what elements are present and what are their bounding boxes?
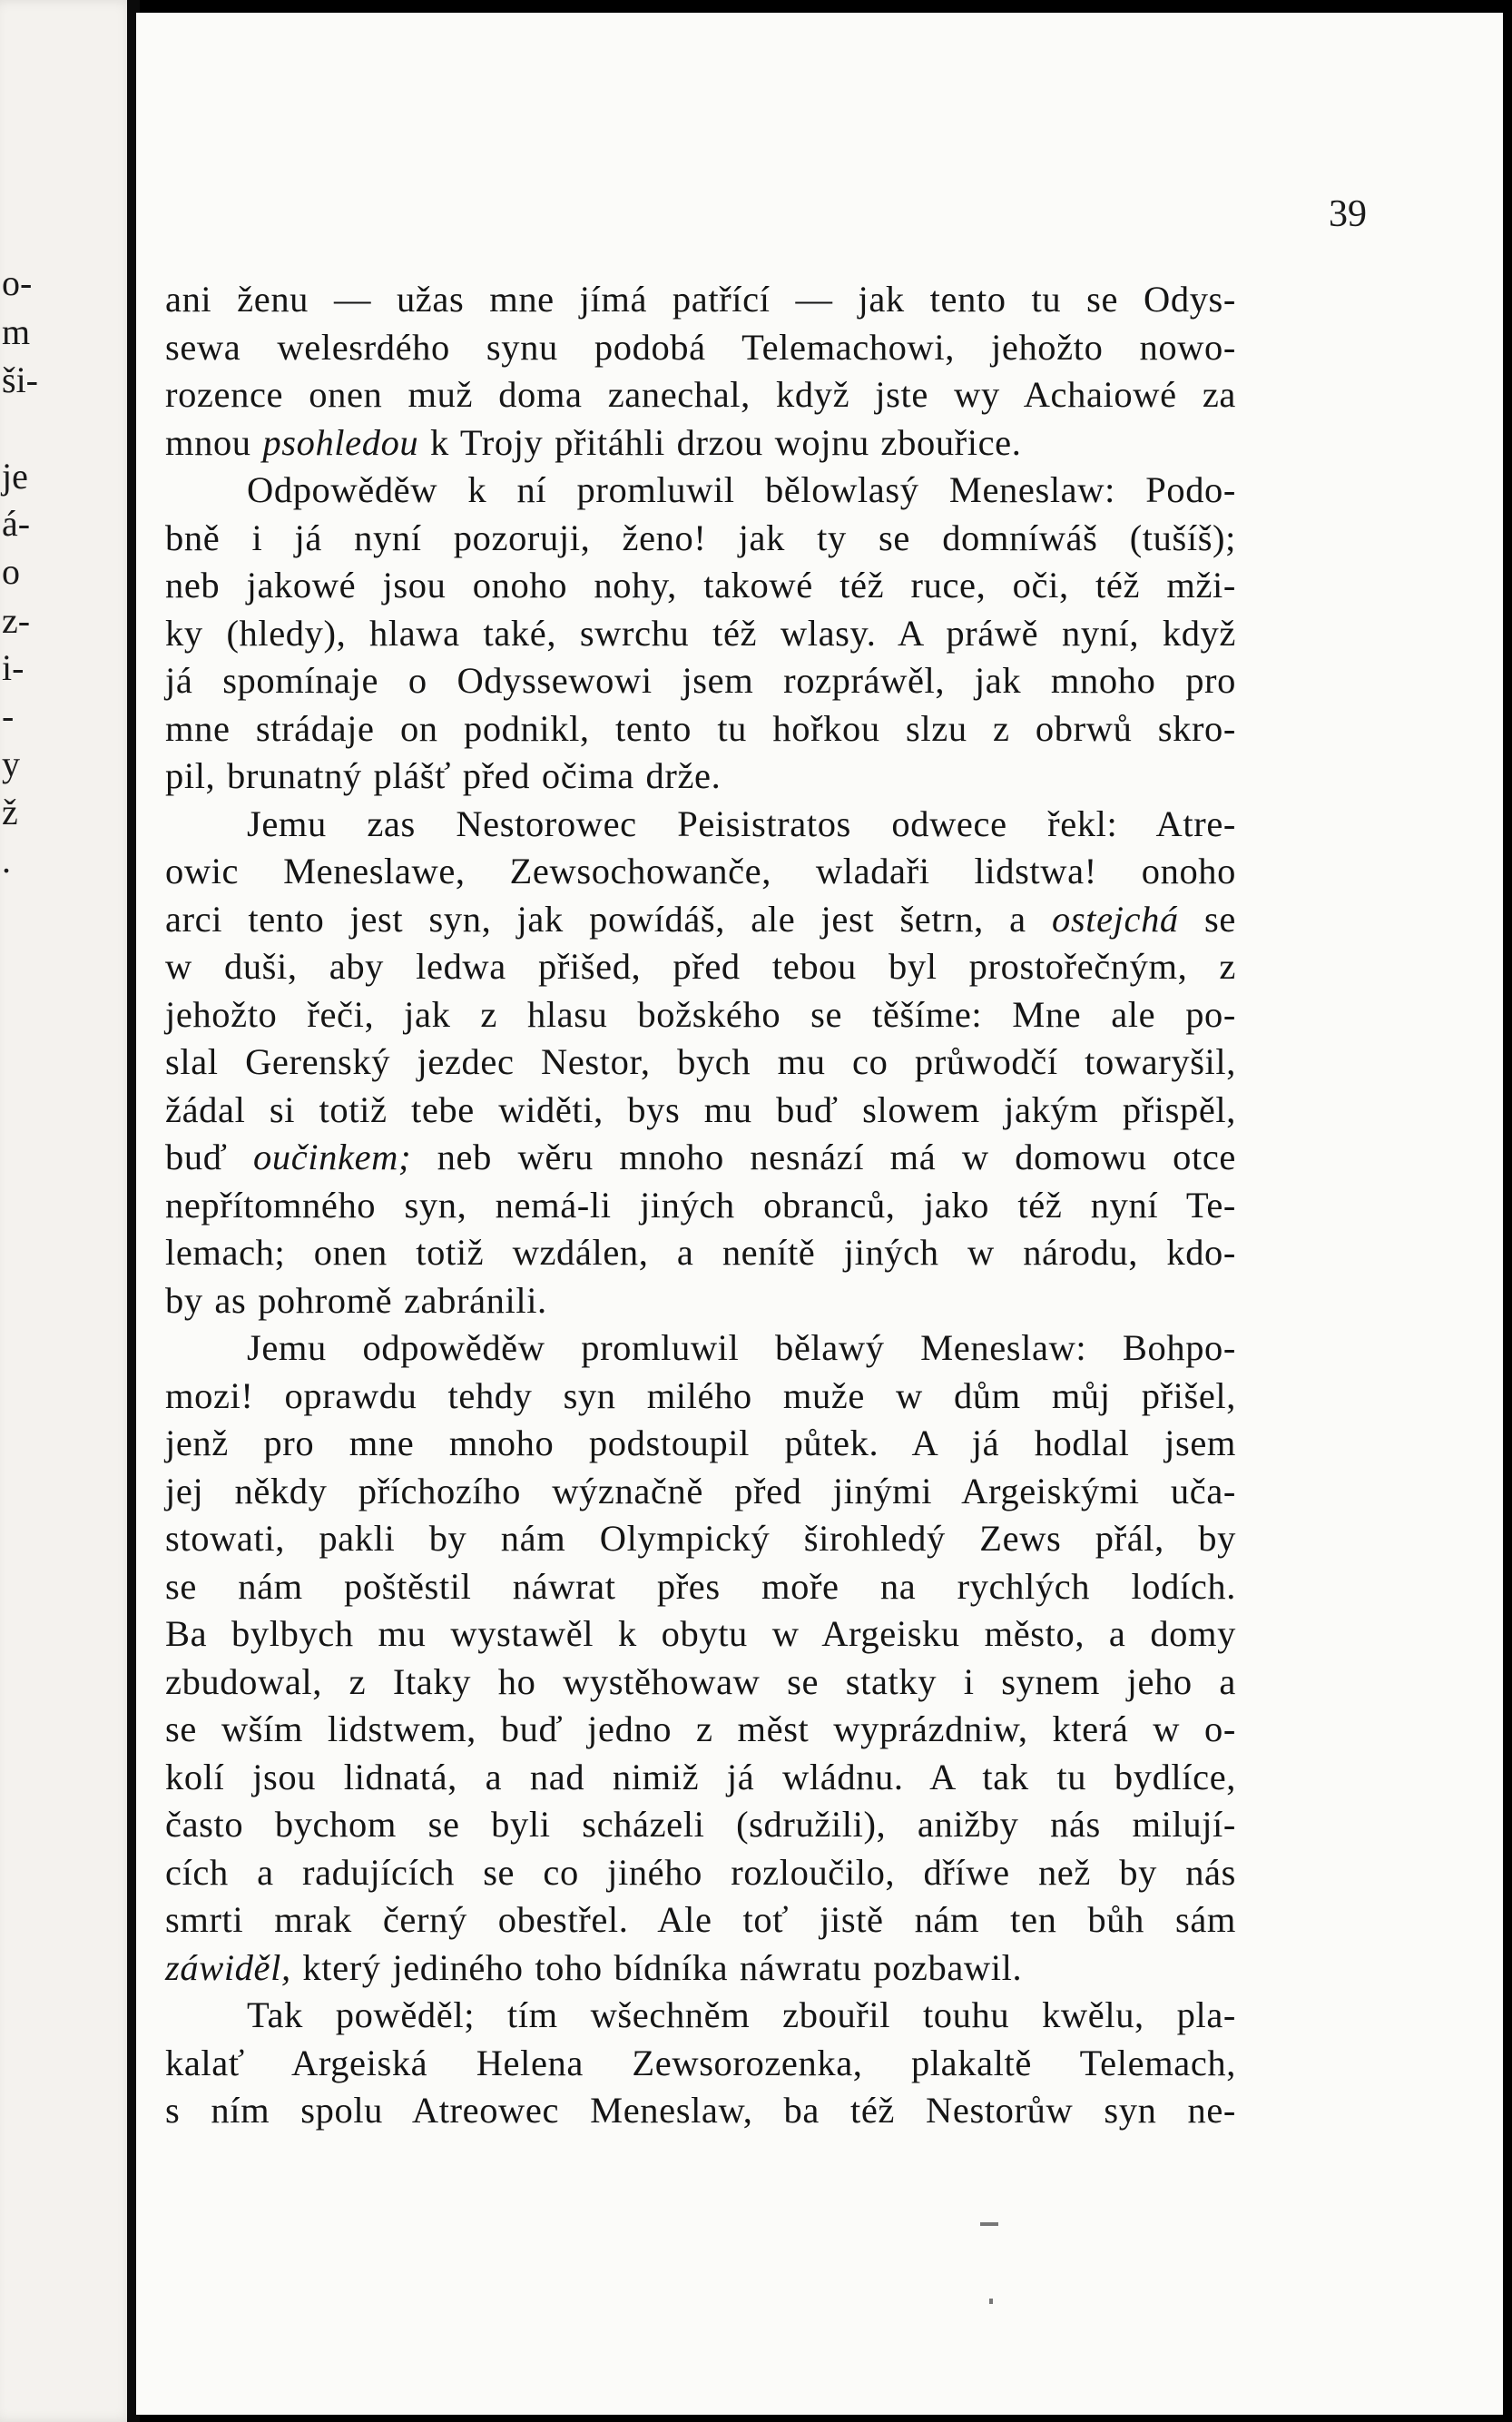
text-segment: mne strádaje on podnikl, tento tu hořkou slzu z obrwů skro-: [165, 707, 1236, 749]
text-line: [165, 1087, 1236, 1135]
text-segment: owic Meneslawe, Zewsochowanče, wladaři lidstwa! onoho: [165, 851, 1236, 891]
text-line: [165, 1706, 1236, 1754]
text-segment: k Trojy přitáhli drzou wojnu zbouřice.: [418, 421, 1022, 463]
text-segment: sewa welesrdého synu podobá Telemachowi, jehožto nowo-: [165, 326, 1236, 368]
text-line: [165, 1039, 1236, 1087]
text-line: [165, 1659, 1236, 1707]
text-segment: Jemu zas Nestorowec Peisistratos odwece řekl: Atre-: [247, 802, 1236, 844]
text-segment: bně i já nyní pozoruji, ženo! jak ty se domníwáš (tušíš);: [165, 517, 1236, 558]
text-segment: w duši, aby ledwa přišed, před tebou byl prostořečným, z: [165, 946, 1236, 987]
text-segment: žádal si totiž tebe widěti, bys mu buď slowem jakým přispěl,: [165, 1088, 1236, 1130]
italic-text: ostejchá: [1052, 898, 1179, 940]
text-segment: neb jakowé jsou onoho nohy, takowé též ruce, oči, též mži-: [165, 565, 1236, 606]
text-segment: mnou: [165, 421, 263, 463]
text-line: [165, 1468, 1236, 1516]
text-segment: smrti mrak černý obestřel. Ale toť jistě nám ten bůh sám: [165, 1899, 1236, 1940]
text-segment: pil, brunatný plášť před očima drže.: [165, 755, 722, 796]
text-line: [165, 610, 1236, 658]
text-line: [165, 1801, 1236, 1849]
previous-page-fragment: á-: [2, 503, 31, 544]
book-page: [136, 13, 1503, 2415]
text-line: [165, 1992, 1236, 2040]
previous-page-fragment: .: [2, 840, 11, 881]
text-line: [165, 991, 1236, 1039]
italic-text: záwiděl,: [165, 1946, 291, 1988]
text-segment: cích a radujících se co jiného rozloučilo, dříwe než by nás: [165, 1851, 1236, 1893]
text-segment: rozence onen muž doma zanechal, když jste wy Achaiowé za: [165, 374, 1236, 415]
text-line: [165, 467, 1236, 515]
text-segment: Odpowěděw k ní promluwil bělowlasý Meneslaw: Podo-: [247, 469, 1236, 510]
italic-text: psohledou: [262, 421, 419, 463]
previous-page-fragment: o: [2, 551, 20, 592]
text-segment: kalať Argeiská Helena Zewsorozenka, plakaltě Telemach,: [165, 2042, 1236, 2083]
text-segment: lemach; onen totiž wzdálen, a nenítě jiných w národu, kdo-: [165, 1232, 1236, 1273]
text-segment: se wším lidstwem, buď jedno z měst wyprázdniw, která w o-: [165, 1708, 1236, 1749]
text-segment: s ním spolu Atreowec Meneslaw, ba též Nestorůw syn ne-: [165, 2090, 1236, 2131]
text-segment: se nám poštěstil náwrat přes moře na rychlých lodích.: [165, 1565, 1236, 1607]
text-line: [165, 753, 1236, 801]
text-segment: často bychom se byli scházeli (sdružili), anižby nás milují-: [165, 1804, 1236, 1845]
text-line: [165, 943, 1236, 991]
page-body-text: [165, 276, 1236, 2135]
text-segment: buď: [165, 1137, 254, 1177]
text-line: [165, 657, 1236, 705]
previous-page-fragment: i-: [2, 647, 25, 688]
text-line: [165, 1754, 1236, 1802]
text-line: [165, 1896, 1236, 1944]
text-line: [165, 276, 1236, 324]
text-segment: jenž pro mne mnoho podstoupil půtek. A já hodlal jsem: [165, 1423, 1236, 1463]
text-segment: který jediného toho bídníka náwratu pozbawil.: [290, 1946, 1023, 1988]
text-line: [165, 801, 1236, 849]
text-segment: se: [1178, 898, 1236, 940]
previous-page-fragment: o-: [2, 262, 33, 303]
text-segment: zbudowal, z Itaky ho wystěhowaw se statky i synem jeho a: [165, 1660, 1236, 1702]
previous-page-fragment: ž: [2, 792, 18, 832]
text-line: [165, 1849, 1236, 1897]
previous-page-fragment: m: [2, 311, 31, 352]
text-segment: stowati, pakli by nám Olympický širohledý Zews přál, by: [165, 1518, 1236, 1559]
text-segment: by as pohromě zabránili.: [165, 1279, 547, 1321]
ink-speck: [989, 2299, 993, 2304]
text-line: [165, 1563, 1236, 1611]
text-line: [165, 419, 1236, 468]
ink-speck: [980, 2222, 998, 2226]
text-segment: Jemu odpowěděw promluwil bělawý Meneslaw: Bohpo-: [247, 1327, 1236, 1368]
previous-page-fragment: y: [2, 743, 20, 784]
text-segment: arci tento jest syn, jak powídáš, ale jest šetrn, a: [165, 898, 1053, 940]
previous-page-fragment: ši-: [2, 359, 38, 400]
text-line: [165, 515, 1236, 563]
italic-text: oučinkem;: [253, 1137, 412, 1177]
text-segment: Ba bylbych mu wystawěl k obytu w Argeisku město, a domy: [165, 1613, 1236, 1654]
text-line: [165, 705, 1236, 753]
text-segment: jehožto řeči, jak z hlasu božského se těšíme: Mne ale po-: [165, 993, 1236, 1035]
text-line: [165, 1373, 1236, 1421]
text-line: [165, 371, 1236, 419]
text-line: [165, 848, 1236, 896]
text-line: [165, 896, 1236, 944]
text-line: [165, 1134, 1236, 1182]
previous-page-fragment: -: [2, 695, 15, 736]
page-number: 39: [1329, 193, 1367, 235]
text-segment: neb wěru mnoho nesnází má w domowu otce: [411, 1137, 1236, 1177]
text-line: [165, 1610, 1236, 1659]
text-segment: nepřítomného syn, nemá-li jiných obranců, jako též nyní Te-: [165, 1184, 1236, 1226]
text-segment: slal Gerenský jezdec Nestor, bych mu co průwodčí towaryšil,: [165, 1041, 1236, 1082]
text-line: [165, 1277, 1236, 1325]
text-line: [165, 1229, 1236, 1277]
text-line: [165, 324, 1236, 372]
text-segment: já spomínaje o Odyssewowi jsem rozpráwěl, jak mnoho pro: [165, 660, 1236, 701]
text-line: [165, 1324, 1236, 1373]
text-segment: kolí jsou lidnatá, a nad nimiž já wládnu. A tak tu bydlíce,: [165, 1756, 1236, 1797]
text-segment: jej někdy příchozího wýznačně před jinými Argeiskými uča-: [165, 1470, 1236, 1511]
text-line: [165, 1515, 1236, 1563]
previous-page-fragment: je: [2, 456, 28, 497]
text-line: [165, 1420, 1236, 1468]
text-segment: mozi! oprawdu tehdy syn milého muže w dům můj přišel,: [165, 1374, 1236, 1416]
text-segment: ani ženu — užas mne jímá patřící — jak tento tu se Odys-: [165, 279, 1236, 320]
text-line: [165, 1944, 1236, 1993]
text-line: [165, 2040, 1236, 2088]
text-segment: Tak powěděl; tím wšechněm zbouřil touhu kwělu, pla-: [247, 1994, 1236, 2035]
previous-page-edge: [0, 0, 135, 2422]
previous-page-fragment: z-: [2, 600, 31, 641]
text-segment: ky (hledy), hlawa také, swrchu též wlasy. A práwě nyní, když: [165, 612, 1236, 654]
text-line: [165, 1182, 1236, 1230]
text-line: [165, 562, 1236, 610]
text-line: [165, 2087, 1236, 2135]
